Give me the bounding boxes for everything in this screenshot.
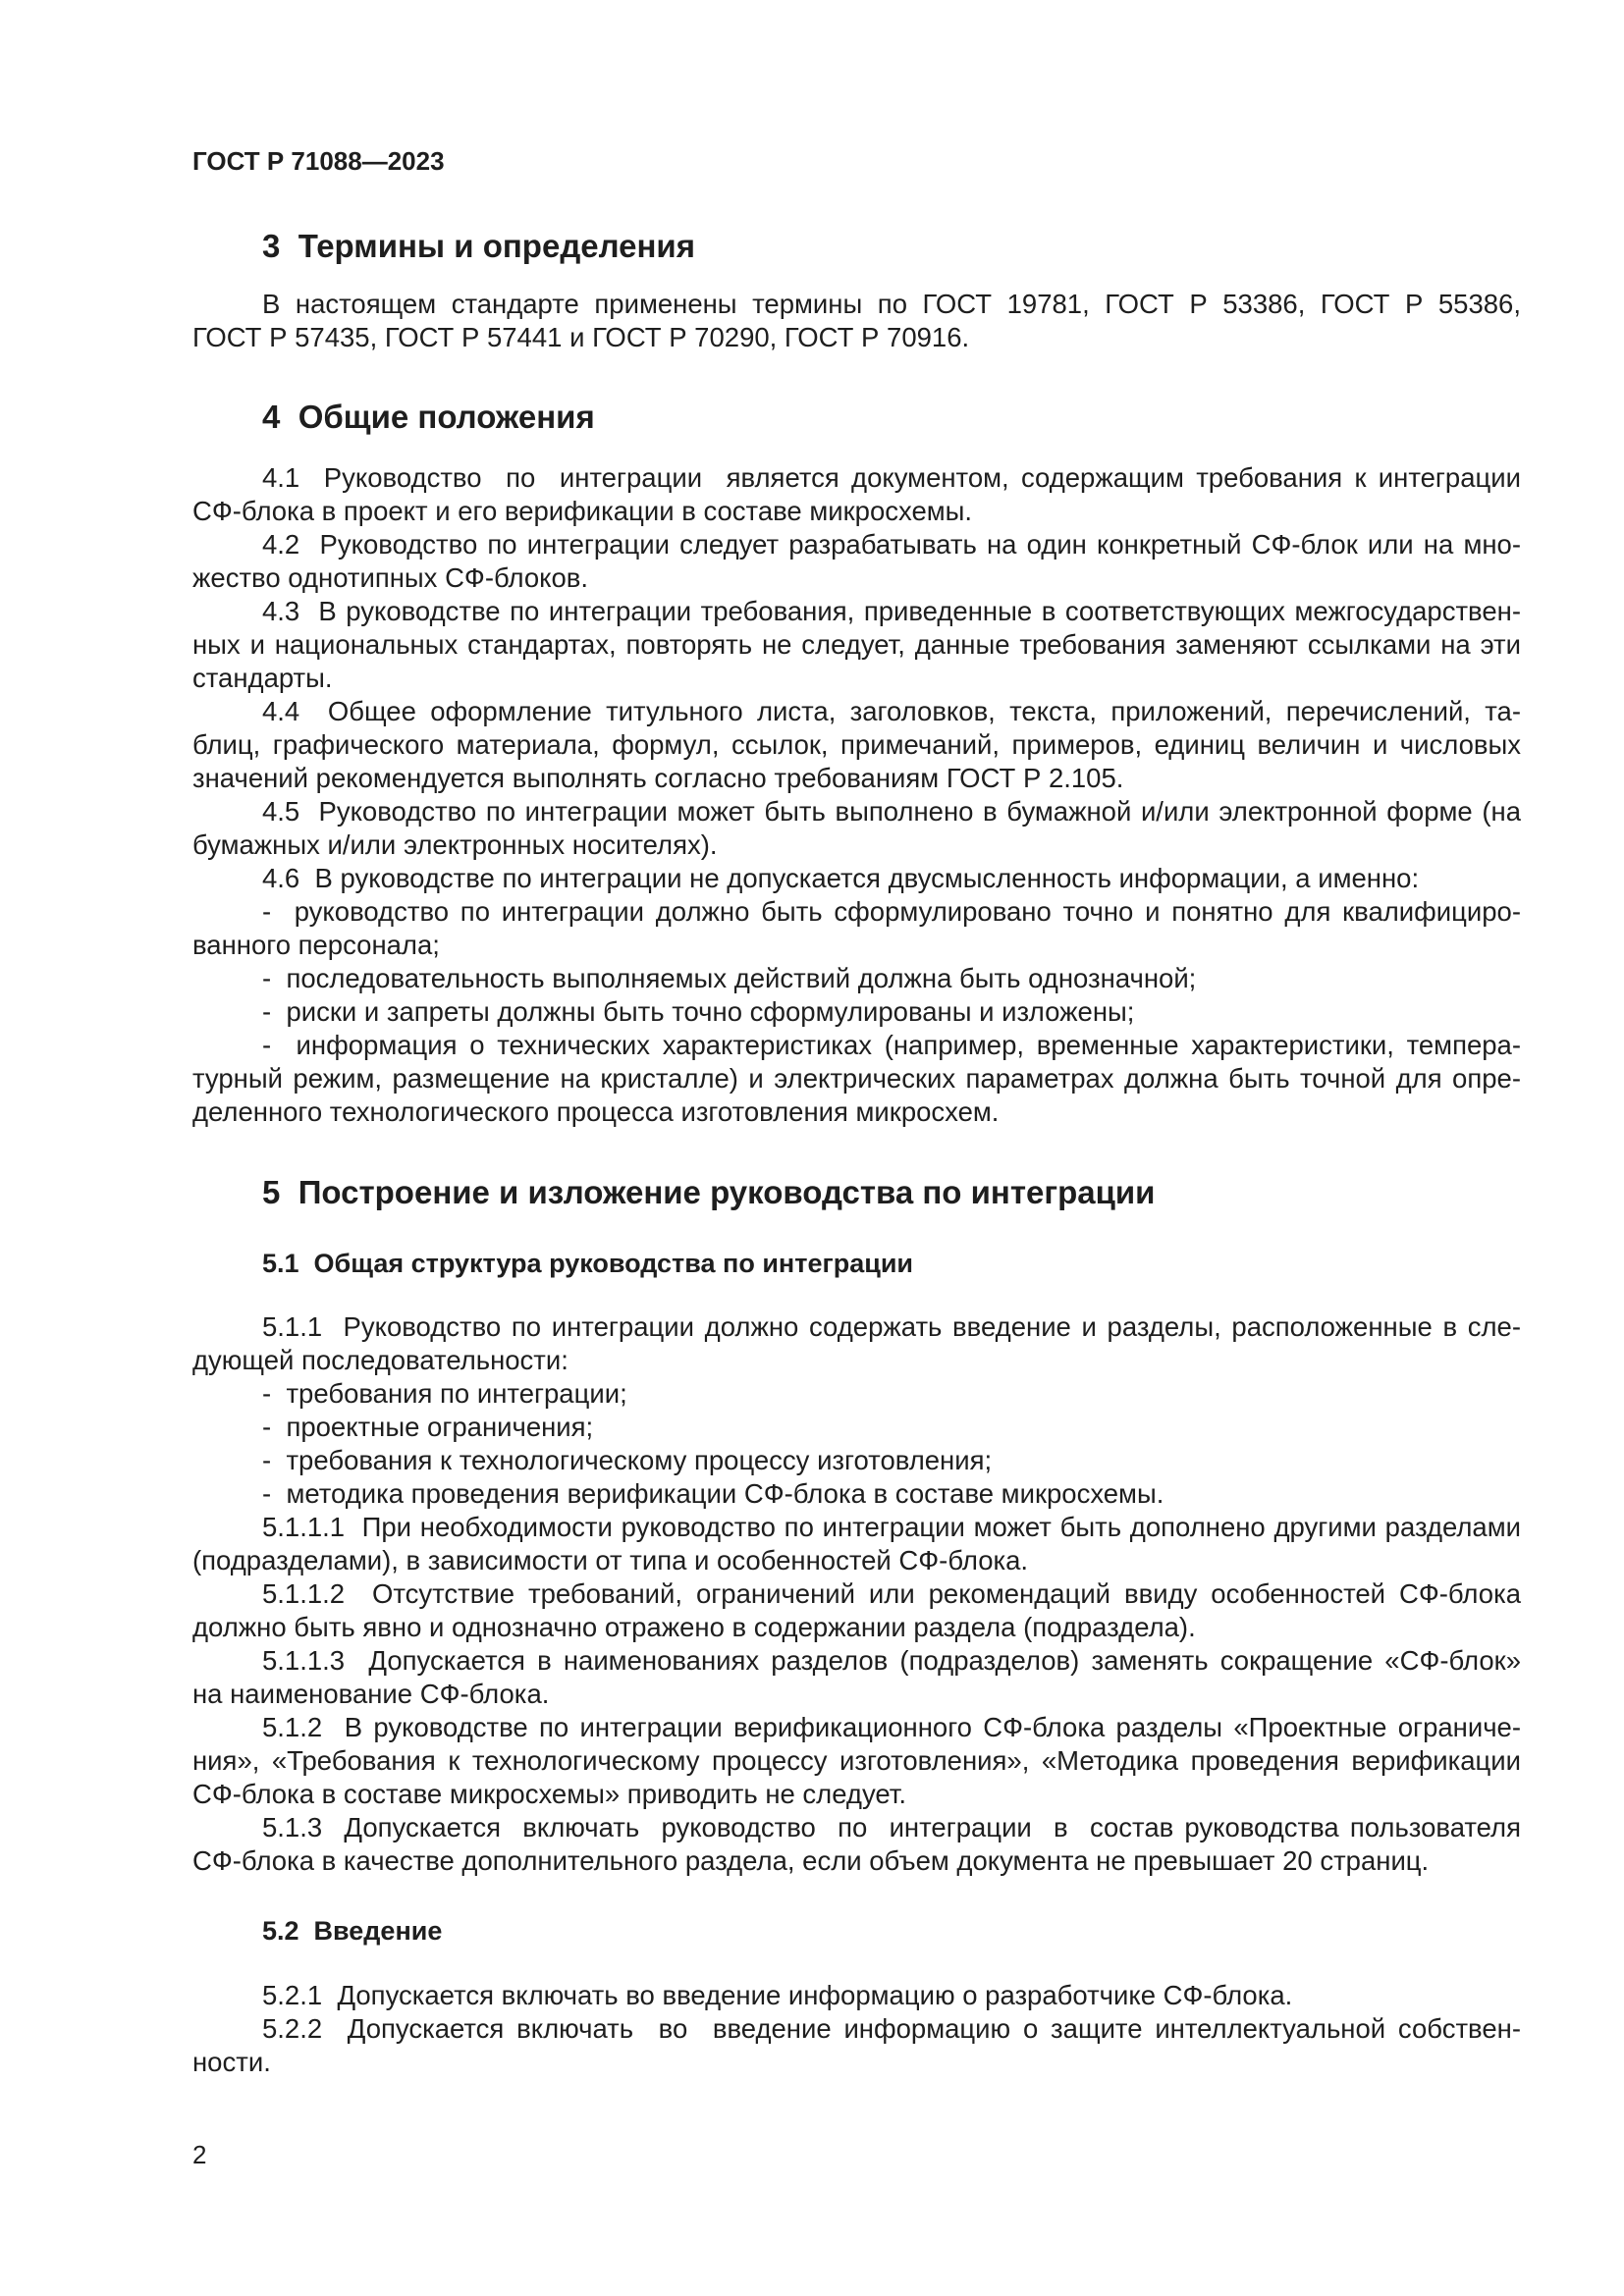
page-number: 2 — [192, 2140, 207, 2169]
paragraph-line: ГОСТ Р 57435, ГОСТ Р 57441 и ГОСТ Р 70290, ГОСТ Р 70916. — [192, 322, 970, 352]
list-item-line: - последовательность выполняемых действий должна быть однозначной; — [262, 963, 1197, 993]
document-header-code: ГОСТ Р 71088—2023 — [192, 146, 445, 176]
subsection-5-2-title: 5.2 Введение — [262, 1916, 443, 1946]
paragraph-line: 4.4 Общее оформление титульного листа, заголовков, текста, приложений, перечислений, та- — [262, 696, 1521, 726]
list-item-line: - требования по интеграции; — [262, 1378, 627, 1409]
paragraph-line: 5.1.1 Руководство по интеграции должно содержать введение и разделы, расположенные в сле- — [262, 1311, 1521, 1342]
paragraph-line: ности. — [192, 2047, 271, 2077]
paragraph-line: СФ-блока в составе микросхемы» приводить не следует. — [192, 1779, 906, 1809]
paragraph-line: 5.1.1.1 При необходимости руководство по интеграции может быть дополнено другими разделами — [262, 1512, 1521, 1542]
paragraph-line: бумажных и/или электронных носителях). — [192, 829, 718, 860]
paragraph-line: СФ-блока в проект и его верификации в составе микросхемы. — [192, 496, 973, 526]
paragraph-line: блиц, графического материала, формул, ссылок, примечаний, примеров, единиц величин и числовых — [192, 729, 1521, 760]
paragraph-line: на наименование СФ-блока. — [192, 1679, 550, 1709]
paragraph-line: дующей последовательности: — [192, 1345, 568, 1375]
paragraph-line: (подразделами), в зависимости от типа и особенностей СФ-блока. — [192, 1545, 1029, 1575]
section-3-title: 3 Термины и определения — [262, 228, 695, 264]
list-item-line: ванного персонала; — [192, 930, 440, 960]
paragraph-line: 4.2 Руководство по интеграции следует разрабатывать на один конкретный СФ-блок или на мно- — [262, 529, 1521, 560]
paragraph-line: 5.2.1 Допускается включать во введение информацию о разработчике СФ-блока. — [262, 1980, 1293, 2010]
list-item-line: - проектные ограничения; — [262, 1412, 594, 1442]
paragraph-line: значений рекомендуется выполнять согласно требованиям ГОСТ Р 2.105. — [192, 763, 1124, 793]
paragraph-line: 5.2.2 Допускается включать во введение информацию о защите интеллектуальной собствен- — [262, 2013, 1521, 2044]
subsection-5-1-title: 5.1 Общая структура руководства по интеграции — [262, 1249, 914, 1278]
list-item-line: - информация о технических характеристиках (например, временные характеристики, темпера- — [262, 1030, 1521, 1060]
paragraph-line: жество однотипных СФ-блоков. — [192, 562, 589, 593]
list-item-line: - руководство по интеграции должно быть сформулировано точно и понятно для квалифициро- — [262, 896, 1521, 927]
paragraph-line: 4.5 Руководство по интеграции может быть выполнено в бумажной и/или электронной форме (на — [262, 796, 1521, 827]
list-item-line: - требования к технологическому процессу изготовления; — [262, 1445, 993, 1475]
paragraph-line: СФ-блока в качестве дополнительного раздела, если объем документа не превышает 20 страниц. — [192, 1845, 1430, 1876]
paragraph-line: 5.1.1.2 Отсутствие требований, ограничений или рекомендаций ввиду особенностей СФ-блока — [262, 1578, 1521, 1609]
paragraph-line: стандарты. — [192, 663, 333, 693]
paragraph-line: В настоящем стандарте применены термины по ГОСТ 19781, ГОСТ Р 53386, ГОСТ Р 55386, — [262, 289, 1521, 319]
section-5-title: 5 Построение и изложение руководства по интеграции — [262, 1174, 1156, 1210]
paragraph-line: 5.1.1.3 Допускается в наименованиях разделов (подразделов) заменять сокращение «СФ-блок» — [262, 1645, 1521, 1676]
list-item-line: деленного технологического процесса изготовления микросхем. — [192, 1096, 1000, 1127]
paragraph-line: ных и национальных стандартах, повторять не следует, данные требования заменяют ссылками на эти — [192, 629, 1521, 660]
list-item-line: турный режим, размещение на кристалле) и электрических параметрах должна быть точной для опре- — [192, 1063, 1521, 1094]
paragraph-line: 4.6 В руководстве по интеграции не допускается двусмысленность информации, а именно: — [262, 863, 1420, 893]
section-4-title: 4 Общие положения — [262, 399, 595, 435]
list-item-line: - риски и запреты должны быть точно сформулированы и изложены; — [262, 996, 1135, 1027]
paragraph-line: 5.1.3 Допускается включать руководство по интеграции в состав руководства пользователя — [262, 1812, 1521, 1842]
paragraph-line: ния», «Требования к технологическому процессу изготовления», «Методика проведения верификации — [192, 1745, 1521, 1776]
paragraph-line: должно быть явно и однозначно отражено в содержании раздела (подраздела). — [192, 1612, 1196, 1642]
list-item-line: - методика проведения верификации СФ-блока в составе микросхемы. — [262, 1478, 1164, 1509]
paragraph-line: 4.3 В руководстве по интеграции требования, приведенные в соответствующих межгосударствен- — [262, 596, 1521, 626]
paragraph-line: 5.1.2 В руководстве по интеграции верификационного СФ-блока разделы «Проектные ограниче- — [262, 1712, 1521, 1742]
paragraph-line: 4.1 Руководство по интеграции является документом, содержащим требования к интеграции — [262, 462, 1521, 493]
